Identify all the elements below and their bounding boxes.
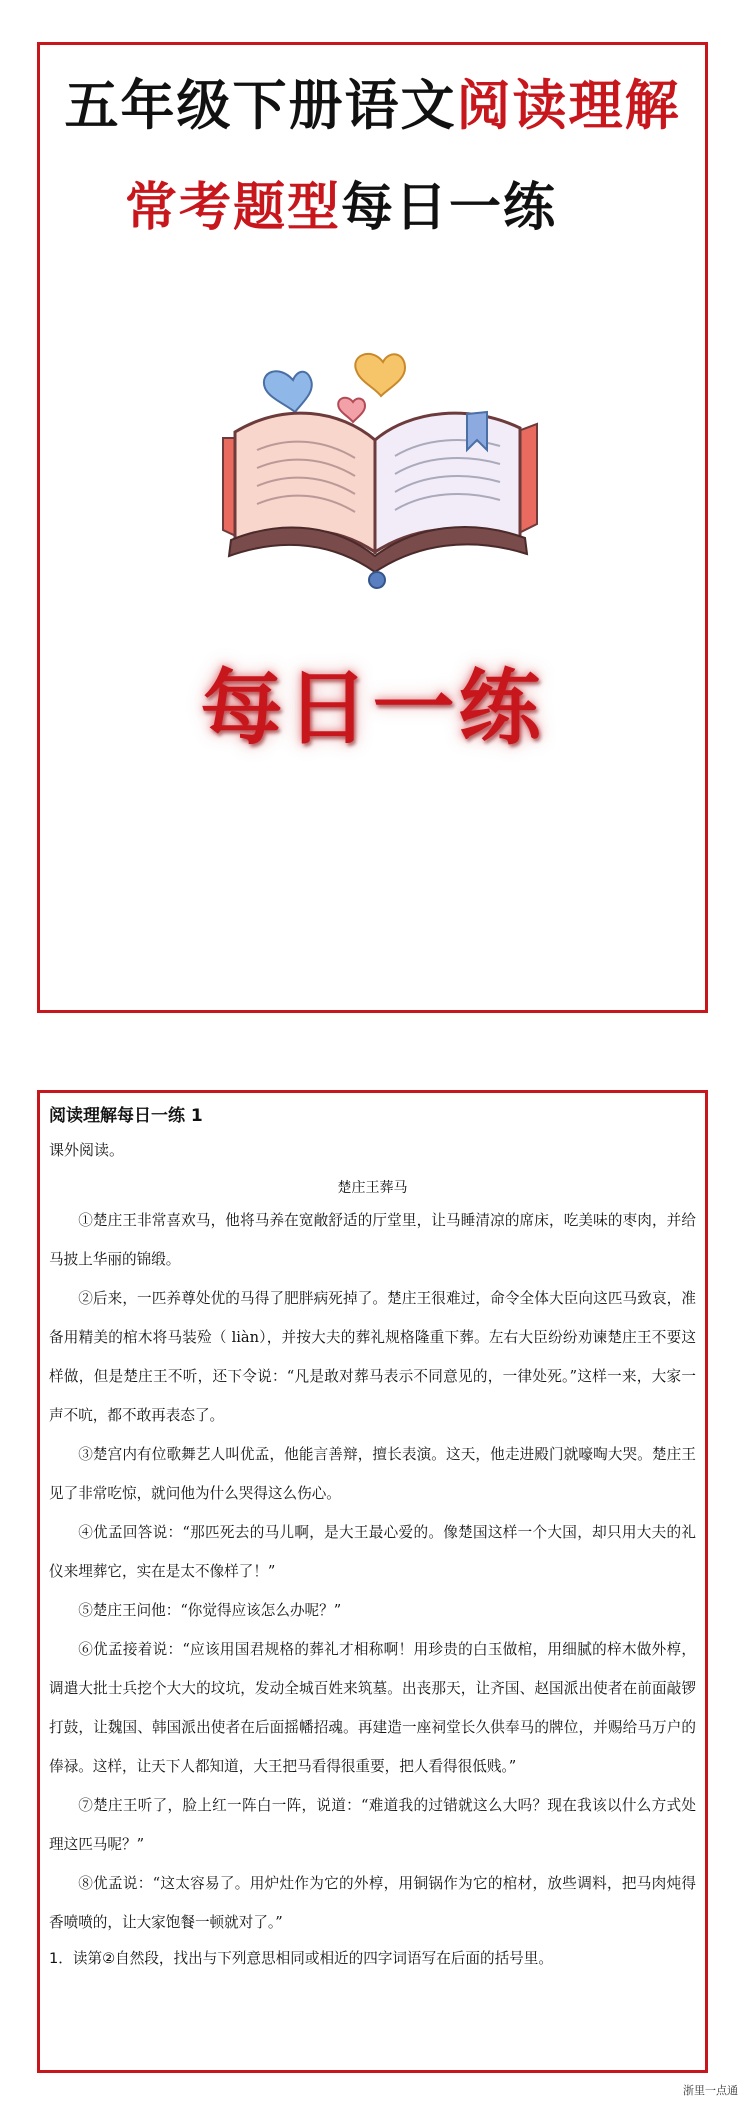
reading-intro: 课外阅读。: [49, 1141, 125, 1159]
reading-frame: [37, 1090, 708, 2073]
paragraph: ⑥优孟接着说：“应该用国君规格的葬礼才相称啊！用珍贵的白玉做棺，用细腻的梓木做外椁，调遣大批士兵挖个大大的坟坑，发动全城百姓来筑墓。出丧那天，让齐国、赵国派出使者在前面敲锣打鼓，让魏国、韩国派出使者在后面摇幡招魂。再建造一座祠堂长久供奉马的牌位，并赐给马万户的俸禄。这样，让天下人都知道，大王把马看得很重要，把人看得很低贱。”: [49, 1641, 696, 1775]
blue-heart-icon: [264, 371, 312, 412]
daily-practice-label: 每日一练: [200, 661, 545, 756]
question-1: 1．读第②自然段，找出与下列意思相同或相近的四字词语写在后面的括号里。: [49, 1950, 553, 1967]
paragraph: ③楚宫内有位歌舞艺人叫优孟，他能言善辩，擅长表演。这天，他走进殿门就嚎啕大哭。楚庄王见了非常吃惊，就问他为什么哭得这么伤心。: [49, 1446, 696, 1502]
paragraph: ①楚庄王非常喜欢马，他将马养在宽敞舒适的厅堂里，让马睡清凉的席床，吃美味的枣肉，并给马披上华丽的锦缎。: [49, 1212, 696, 1268]
paragraph: ②后来，一匹养尊处优的马得了肥胖病死掉了。楚庄王很难过，命令全体大臣向这匹马致哀，准备用精美的棺木将马装殓（ liàn），并按大夫的葬礼规格隆重下葬。左右大臣纷纷劝谏楚庄王不要这样做，但是楚庄王不听，还下令说：“凡是敢对葬马表示不同意见的，一律处死。”这样一来，大家一声不吭，都不敢再表态了。: [49, 1290, 696, 1424]
paragraph: ⑧优孟说：“这太容易了。用炉灶作为它的外椁，用铜锅作为它的棺材，放些调料，把马肉炖得香喷喷的，让大家饱餐一顿就对了。”: [49, 1875, 696, 1931]
reading-title: 阅读理解每日一练 1: [49, 1106, 203, 1126]
cover-frame: [37, 42, 708, 1013]
open-book-illustration: [215, 340, 545, 600]
paragraph: ⑤楚庄王问他：“你觉得应该怎么办呢？”: [78, 1602, 342, 1619]
paragraph: ④优孟回答说：“那匹死去的马儿啊，是大王最心爱的。像楚国这样一个大国，却只用大夫的礼仪来埋葬它，实在是太不像样了！”: [49, 1524, 696, 1580]
paragraph: ⑦楚庄王听了，脸上红一阵白一阵，说道：“难道我的过错就这么大吗？现在我该以什么方式处理这匹马呢？”: [49, 1797, 696, 1853]
pink-heart-icon: [338, 398, 365, 422]
passage-heading: 楚庄王葬马: [337, 1180, 408, 1196]
footer-brand: 浙里一点通: [683, 2084, 738, 2097]
cover-title-line1: 五年级下册语文阅读理解: [64, 74, 681, 137]
cover-title-line2: 常考题型每日一练: [125, 178, 558, 238]
yellow-heart-icon: [355, 354, 405, 396]
